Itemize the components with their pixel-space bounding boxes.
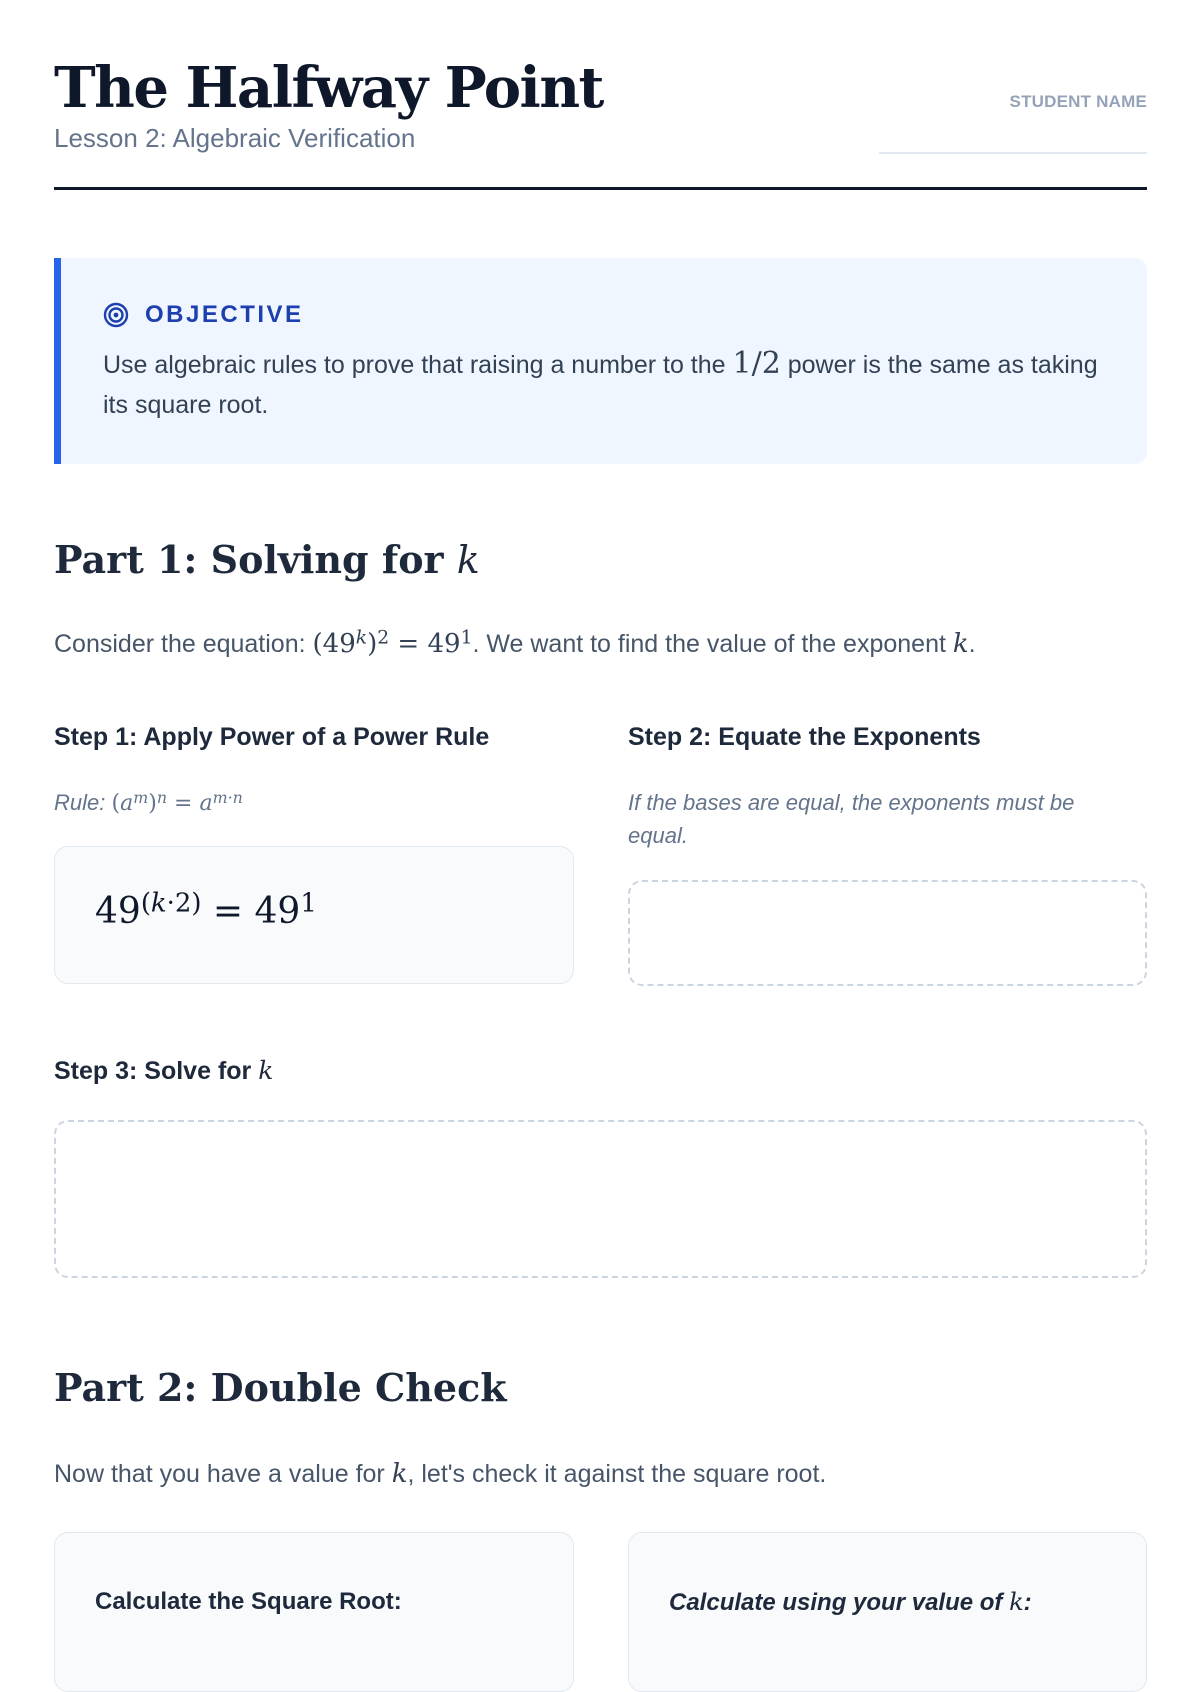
part2-title: Part 2: Double Check bbox=[54, 1365, 507, 1410]
k-value-card-title-text: Calculate using your value of bbox=[669, 1589, 1010, 1616]
part1-title-text: Part 1: Solving for bbox=[54, 537, 457, 582]
step3-title bbox=[54, 1054, 273, 1088]
step2-answer-box[interactable] bbox=[628, 880, 1147, 986]
square-root-card-title: Calculate the Square Root: bbox=[95, 1588, 402, 1615]
k-value-card-title-end: : bbox=[1023, 1589, 1032, 1616]
k-value-card-title bbox=[669, 1585, 1032, 1620]
part1-intro bbox=[54, 626, 976, 662]
power-rule-formula: $(a^m)^n = a^{m\cdot n}$ bbox=[111, 787, 243, 816]
step1-title: Step 1: Apply Power of a Power Rule bbox=[54, 723, 490, 751]
objective-text-start: Use algebraic rules to prove that raising a number to the bbox=[103, 351, 733, 379]
step1-worked-expression bbox=[54, 846, 574, 984]
step2-title: Step 2: Equate the Exponents bbox=[628, 723, 981, 751]
objective-text bbox=[103, 344, 1103, 425]
square-root-card bbox=[54, 1532, 574, 1692]
lesson-subtitle: Lesson 2: Algebraic Verification bbox=[54, 123, 416, 153]
page-title: The Halfway Point bbox=[54, 55, 603, 121]
part1-intro-end: . bbox=[968, 630, 976, 658]
k-value-card bbox=[628, 1532, 1147, 1692]
step1-rule-hint bbox=[54, 786, 243, 820]
objective-fraction: 1/2 bbox=[732, 346, 781, 381]
part1-intro-start: Consider the equation: bbox=[54, 630, 313, 658]
worksheet-header bbox=[54, 56, 1147, 190]
student-name-field[interactable] bbox=[879, 152, 1147, 154]
k-value-card-title-var: k bbox=[1009, 1588, 1024, 1616]
step3-title-var: k bbox=[258, 1056, 274, 1085]
step2-hint: If the bases are equal, the exponents must be equal. bbox=[628, 790, 1075, 848]
step1-rule-label: Rule: bbox=[54, 790, 112, 815]
step3-title-text: Step 3: Solve for bbox=[54, 1057, 259, 1085]
part1-title-var: k bbox=[456, 538, 480, 582]
step1-expression: $49^{(k\cdot 2)} = 49^1$ bbox=[95, 888, 317, 932]
target-icon bbox=[103, 302, 129, 328]
equation-given: $(49^k)^2 = 49^1$ bbox=[312, 627, 473, 659]
part2-intro-start: Now that you have a value for bbox=[54, 1460, 392, 1488]
objective-text-end: power is the same as taking its square root. bbox=[103, 351, 1098, 419]
part2-intro bbox=[54, 1456, 826, 1492]
part2-intro-end: , let's check it against the square root. bbox=[407, 1460, 827, 1488]
part1-title bbox=[54, 536, 480, 584]
objective-label: OBJECTIVE bbox=[145, 301, 304, 328]
part1-intro-middle: . We want to find the value of the exponent bbox=[472, 630, 953, 658]
objective-callout bbox=[54, 258, 1147, 464]
step3-answer-box[interactable] bbox=[54, 1120, 1147, 1278]
part2-intro-var: k bbox=[391, 1459, 408, 1489]
student-name-label: STUDENT NAME bbox=[1009, 92, 1147, 111]
part1-intro-var: k bbox=[952, 629, 969, 659]
